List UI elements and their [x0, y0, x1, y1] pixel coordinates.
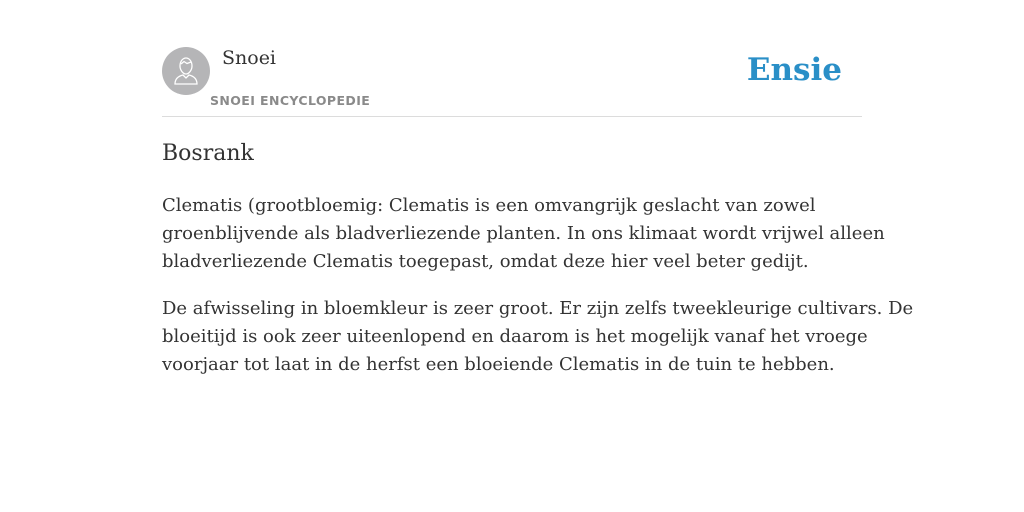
- paragraph: [162, 295, 914, 379]
- author-name[interactable]: Snoei: [222, 47, 277, 69]
- text-line: voorjaar tot laat in de herfst een bloeiende Clematis in de tuin te hebben.: [162, 354, 835, 375]
- article-body: [162, 192, 914, 398]
- text-line: groenblijvende als bladverliezende planten. In ons klimaat wordt vrijwel alleen: [162, 223, 885, 244]
- text-line: Clematis (grootbloemig: Clematis is een omvangrijk geslacht van zowel: [162, 195, 816, 216]
- avatar[interactable]: [162, 47, 210, 95]
- text-line: bloeitijd is ook zeer uiteenlopend en daarom is het mogelijk vanaf het vroege: [162, 326, 868, 347]
- text-line: De afwisseling in bloemkleur is zeer groot. Er zijn zelfs tweekleurige cultivars. De: [162, 298, 914, 319]
- user-icon: [162, 47, 210, 95]
- article-title: Bosrank: [162, 141, 254, 166]
- header: [162, 40, 862, 117]
- brand-logo[interactable]: Ensie: [746, 52, 842, 88]
- text-line: bladverliezende Clematis toegepast, omdat deze hier veel beter gedijt.: [162, 251, 809, 272]
- paragraph: [162, 192, 885, 276]
- author-subtitle[interactable]: SNOEI ENCYCLOPEDIE: [210, 93, 371, 108]
